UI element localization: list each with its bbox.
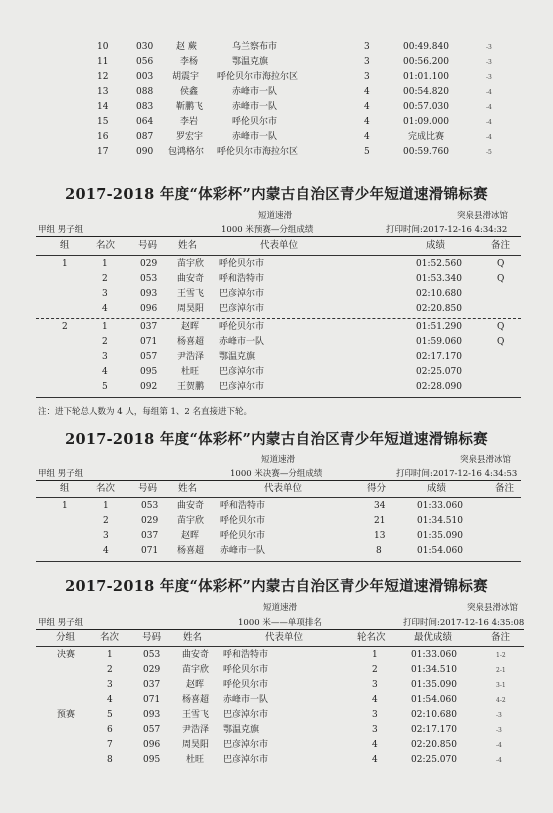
best-cell: 02:25.070: [411, 755, 457, 765]
result-cell: 01:34.510: [417, 516, 463, 526]
unit-cell: 呼伦贝尔市海拉尔区: [217, 72, 299, 82]
heat-rank-cell: 3: [372, 725, 378, 735]
result-cell: 02:17.170: [416, 352, 462, 362]
unit-cell: 呼伦贝尔市海拉尔区: [217, 147, 299, 157]
header-bottom-rule: [36, 255, 521, 256]
number-cell: 071: [143, 695, 161, 705]
rank-cell: 5: [102, 382, 108, 392]
remark-cell: Q: [497, 322, 505, 332]
heat-cell: 4: [364, 132, 370, 142]
col-unit: 代表单位: [265, 632, 304, 643]
time-cell: 00:54.820: [403, 87, 449, 97]
col-rank: 名次: [96, 483, 116, 494]
unit-cell: 巴彦淖尔市: [223, 755, 269, 765]
remark-cell: -3: [496, 727, 502, 734]
table-row: [0, 100, 553, 115]
heat-rank-cell: 4: [372, 695, 378, 705]
col-group: 组: [60, 240, 70, 251]
result-cell: 01:59.060: [416, 337, 462, 347]
time-cell: 00:49.840: [403, 42, 449, 52]
number-cell: 037: [141, 531, 159, 541]
heat-rank-cell: 3: [372, 710, 378, 720]
result-cell: 02:10.680: [416, 289, 462, 299]
venue-name: 突泉县滑冰馆: [457, 211, 509, 221]
unit-cell: 巴彦淖尔市: [219, 304, 265, 314]
name-cell: 杨喜超: [182, 695, 210, 705]
number-cell: 090: [136, 147, 154, 157]
group-cell: 2: [62, 322, 68, 332]
table-row: [0, 335, 553, 350]
number-cell: 057: [143, 725, 161, 735]
name-cell: 赵晖: [181, 531, 200, 541]
unit-cell: 巴彦淖尔市: [219, 382, 265, 392]
note-cell: -4: [486, 134, 492, 141]
number-cell: 037: [140, 322, 158, 332]
venue-name: 突泉县滑冰馆: [460, 455, 512, 465]
unit-cell: 鄂温克旗: [219, 352, 256, 362]
section-title: 2017-2018 年度“体彩杯”内蒙古自治区青少年短道速滑锦标赛: [65, 578, 488, 595]
unit-cell: 呼伦贝尔市: [223, 680, 269, 690]
remark-cell: -4: [496, 757, 502, 764]
table-row: [0, 302, 553, 317]
remark-cell: Q: [497, 274, 505, 284]
unit-cell: 呼伦贝尔市: [232, 117, 278, 127]
result-cell: 02:20.850: [416, 304, 462, 314]
round-subtitle: 1000 米——单项排名: [238, 618, 322, 628]
number-cell: 071: [141, 546, 159, 556]
col-best: 最优成绩: [414, 632, 453, 643]
table-row: [0, 130, 553, 145]
rank-cell: 3: [102, 352, 108, 362]
table-row: [0, 55, 553, 70]
name-cell: 曲安奇: [182, 650, 210, 660]
table-row: [0, 753, 553, 768]
print-time: 打印时间:2017-12-16 4:34:32: [386, 225, 508, 235]
event-name: 短道速滑: [258, 211, 293, 221]
col-unit: 代表单位: [260, 240, 299, 251]
note-cell: -3: [486, 59, 492, 66]
rank-cell: 6: [107, 725, 113, 735]
col-group: 组: [60, 483, 70, 494]
rank-cell: 10: [97, 42, 109, 52]
col-heat-rank: 轮名次: [357, 632, 386, 643]
col-stage: 分组: [56, 632, 76, 643]
name-cell: 尹浩泽: [177, 352, 205, 362]
heat-cell: 5: [364, 147, 370, 157]
unit-cell: 呼伦贝尔市: [220, 516, 266, 526]
table-row: [0, 70, 553, 85]
name-cell: 杨喜超: [177, 546, 205, 556]
result-cell: 02:28.090: [416, 382, 462, 392]
table-row: [0, 544, 553, 559]
unit-cell: 赤峰市一队: [232, 102, 278, 112]
event-name: 短道速滑: [263, 603, 298, 613]
col-rank: 名次: [96, 240, 116, 251]
table-row: [0, 723, 553, 738]
number-cell: 095: [143, 755, 161, 765]
number-cell: 056: [136, 57, 154, 67]
col-name: 姓名: [178, 240, 198, 251]
number-cell: 053: [141, 501, 159, 511]
header-bottom-rule: [36, 497, 521, 498]
rank-cell: 12: [97, 72, 109, 82]
time-cell: 完成比赛: [408, 132, 445, 142]
remark-cell: Q: [497, 259, 505, 269]
number-cell: 096: [143, 740, 161, 750]
group-separator: [36, 318, 521, 319]
remark-cell: 2-1: [496, 667, 506, 674]
table-row: [0, 272, 553, 287]
col-result: 成绩: [427, 483, 447, 494]
note-cell: -5: [486, 149, 492, 156]
number-cell: 064: [136, 117, 154, 127]
heat-rank-cell: 1: [372, 650, 378, 660]
name-cell: 罗宏宇: [176, 132, 204, 142]
name-cell: 李岩: [180, 117, 199, 127]
table-row: [0, 514, 553, 529]
rank-cell: 2: [103, 516, 109, 526]
number-cell: 037: [143, 680, 161, 690]
number-cell: 092: [140, 382, 158, 392]
name-cell: 王贺鹏: [177, 382, 205, 392]
venue-name: 突泉县滑冰馆: [467, 603, 519, 613]
rank-cell: 11: [97, 57, 109, 67]
number-cell: 087: [136, 132, 154, 142]
result-cell: 02:25.070: [416, 367, 462, 377]
group-label: 甲组 男子组: [38, 618, 84, 628]
header-bottom-rule: [36, 646, 524, 647]
name-cell: 周昊阳: [177, 304, 205, 314]
number-cell: 029: [140, 259, 158, 269]
heat-rank-cell: 2: [372, 665, 378, 675]
unit-cell: 呼和浩特市: [223, 650, 269, 660]
rank-cell: 14: [97, 102, 109, 112]
rank-cell: 3: [103, 531, 109, 541]
table-row: [0, 320, 553, 335]
time-cell: 00:57.030: [403, 102, 449, 112]
rank-cell: 16: [97, 132, 109, 142]
unit-cell: 乌兰察布市: [232, 42, 278, 52]
name-cell: 苗宇欣: [182, 665, 210, 675]
stage-cell: 预赛: [57, 710, 76, 720]
table-row: [0, 529, 553, 544]
name-cell: 曲安奇: [177, 501, 205, 511]
round-subtitle: 1000 米决赛—分组成绩: [230, 469, 323, 479]
time-cell: 00:56.200: [403, 57, 449, 67]
table-row: [0, 85, 553, 100]
rank-cell: 15: [97, 117, 109, 127]
unit-cell: 巴彦淖尔市: [223, 710, 269, 720]
unit-cell: 赤峰市一队: [232, 87, 278, 97]
unit-cell: 鄂温克旗: [232, 57, 269, 67]
number-cell: 095: [140, 367, 158, 377]
name-cell: 尹浩泽: [182, 725, 210, 735]
best-cell: 02:17.170: [411, 725, 457, 735]
best-cell: 02:20.850: [411, 740, 457, 750]
note-cell: -4: [486, 104, 492, 111]
name-cell: 赵 蕨: [176, 42, 197, 52]
name-cell: 苗宇欣: [177, 516, 205, 526]
table-row: [0, 145, 553, 160]
col-number: 号码: [142, 632, 162, 643]
name-cell: 侯鑫: [180, 87, 199, 97]
best-cell: 01:54.060: [411, 695, 457, 705]
result-cell: 01:35.090: [417, 531, 463, 541]
stage-cell: 决赛: [57, 650, 76, 660]
heat-cell: 3: [364, 42, 370, 52]
rank-cell: 2: [102, 337, 108, 347]
number-cell: 093: [140, 289, 158, 299]
best-cell: 01:34.510: [411, 665, 457, 675]
section-title: 2017-2018 年度“体彩杯”内蒙古自治区青少年短道速滑锦标赛: [65, 431, 488, 448]
score-cell: 8: [376, 546, 382, 556]
table-row: [0, 287, 553, 302]
rank-cell: 8: [107, 755, 113, 765]
col-unit: 代表单位: [264, 483, 303, 494]
table-row: [0, 257, 553, 272]
time-cell: 01:01.100: [403, 72, 449, 82]
col-number: 号码: [138, 240, 158, 251]
rank-cell: 13: [97, 87, 109, 97]
col-remark: 备注: [491, 632, 511, 643]
heat-rank-cell: 4: [372, 755, 378, 765]
number-cell: 053: [140, 274, 158, 284]
unit-cell: 赤峰市一队: [232, 132, 278, 142]
note-cell: -3: [486, 44, 492, 51]
name-cell: 赵晖: [181, 322, 200, 332]
heat-cell: 3: [364, 72, 370, 82]
name-cell: 杨喜超: [177, 337, 205, 347]
number-cell: 071: [140, 337, 158, 347]
remark-cell: -4: [496, 742, 502, 749]
unit-cell: 呼伦贝尔市: [219, 322, 265, 332]
unit-cell: 呼伦贝尔市: [223, 665, 269, 675]
heat-rank-cell: 4: [372, 740, 378, 750]
best-cell: 01:33.060: [411, 650, 457, 660]
col-remark: 备注: [491, 240, 511, 251]
event-name: 短道速滑: [261, 455, 296, 465]
unit-cell: 呼和浩特市: [219, 274, 265, 284]
name-cell: 周昊阳: [182, 740, 210, 750]
col-score: 得分: [367, 483, 387, 494]
unit-cell: 赤峰市一队: [223, 695, 269, 705]
heat-rank-cell: 3: [372, 680, 378, 690]
name-cell: 曲安奇: [177, 274, 205, 284]
remark-cell: -3: [496, 712, 502, 719]
heat-cell: 3: [364, 57, 370, 67]
rank-cell: 7: [107, 740, 113, 750]
table-row: [0, 350, 553, 365]
group-label: 甲组 男子组: [38, 469, 84, 479]
name-cell: 赵晖: [186, 680, 205, 690]
unit-cell: 呼伦贝尔市: [220, 531, 266, 541]
unit-cell: 呼和浩特市: [220, 501, 266, 511]
note-cell: -4: [486, 119, 492, 126]
heat-cell: 4: [364, 117, 370, 127]
round-subtitle: 1000 米预赛—分组成绩: [221, 225, 314, 235]
col-name: 姓名: [178, 483, 198, 494]
rank-cell: 2: [102, 274, 108, 284]
table-row: [0, 380, 553, 395]
unit-cell: 呼伦贝尔市: [219, 259, 265, 269]
remark-cell: 4-2: [496, 697, 506, 704]
table-row: [0, 708, 553, 723]
rank-cell: 1: [103, 501, 109, 511]
rank-cell: 4: [107, 695, 113, 705]
group-cell: 1: [62, 259, 68, 269]
group-label: 甲组 男子组: [38, 225, 84, 235]
unit-cell: 巴彦淖尔市: [219, 289, 265, 299]
section-title: 2017-2018 年度“体彩杯”内蒙古自治区青少年短道速滑锦标赛: [65, 186, 488, 203]
table-row: [0, 738, 553, 753]
rank-cell: 1: [102, 322, 108, 332]
table-row: [0, 499, 553, 514]
best-cell: 02:10.680: [411, 710, 457, 720]
heat-cell: 4: [364, 87, 370, 97]
table-row: [0, 115, 553, 130]
number-cell: 088: [136, 87, 154, 97]
rank-cell: 5: [107, 710, 113, 720]
number-cell: 003: [136, 72, 154, 82]
time-cell: 00:59.760: [403, 147, 449, 157]
note-cell: -4: [486, 89, 492, 96]
table-bottom-rule: [36, 397, 521, 398]
col-number: 号码: [138, 483, 158, 494]
name-cell: 靳鹏飞: [176, 102, 204, 112]
rank-cell: 1: [102, 259, 108, 269]
name-cell: 杜旺: [181, 367, 200, 377]
number-cell: 093: [143, 710, 161, 720]
print-time: 打印时间:2017-12-16 4:34:53: [396, 469, 518, 479]
name-cell: 苗宇欣: [177, 259, 205, 269]
number-cell: 029: [143, 665, 161, 675]
remark-cell: Q: [497, 337, 505, 347]
name-cell: 李杨: [180, 57, 199, 67]
table-row: [0, 365, 553, 380]
table-header: [0, 481, 553, 496]
table-row: [0, 40, 553, 55]
score-cell: 13: [374, 531, 386, 541]
unit-cell: 巴彦淖尔市: [219, 367, 265, 377]
number-cell: 030: [136, 42, 154, 52]
table-row: [0, 693, 553, 708]
heat-cell: 4: [364, 102, 370, 112]
remark-cell: 3-1: [496, 682, 506, 689]
result-cell: 01:33.060: [417, 501, 463, 511]
col-rank: 名次: [100, 632, 120, 643]
note-cell: -3: [486, 74, 492, 81]
unit-cell: 赤峰市一队: [219, 337, 265, 347]
name-cell: 包鸿格尔: [168, 147, 205, 157]
number-cell: 083: [136, 102, 154, 112]
rank-cell: 2: [107, 665, 113, 675]
rank-cell: 1: [107, 650, 113, 660]
number-cell: 029: [141, 516, 159, 526]
result-cell: 01:53.340: [416, 274, 462, 284]
score-cell: 34: [374, 501, 386, 511]
remark-cell: 1-2: [496, 652, 506, 659]
group-cell: 1: [62, 501, 68, 511]
number-cell: 096: [140, 304, 158, 314]
number-cell: 057: [140, 352, 158, 362]
rank-cell: 4: [103, 546, 109, 556]
print-time: 打印时间:2017-12-16 4:35:08: [403, 618, 525, 628]
rank-cell: 4: [102, 304, 108, 314]
col-name: 姓名: [183, 632, 203, 643]
table-row: [0, 663, 553, 678]
unit-cell: 鄂温克旗: [223, 725, 260, 735]
table-row: [0, 648, 553, 663]
rank-cell: 3: [102, 289, 108, 299]
name-cell: 王雪飞: [182, 710, 210, 720]
col-remark: 备注: [495, 483, 515, 494]
unit-cell: 巴彦淖尔市: [223, 740, 269, 750]
footnote: 注：进下轮总人数为 4 人，每组第 1、2 名直接进下轮。: [38, 407, 253, 417]
table-header: [0, 238, 553, 253]
table-bottom-rule: [36, 561, 521, 562]
header-top-rule: [36, 236, 521, 237]
result-cell: 01:51.290: [416, 322, 462, 332]
number-cell: 053: [143, 650, 161, 660]
result-cell: 01:54.060: [417, 546, 463, 556]
best-cell: 01:35.090: [411, 680, 457, 690]
table-row: [0, 678, 553, 693]
rank-cell: 17: [97, 147, 109, 157]
col-result: 成绩: [426, 240, 446, 251]
result-cell: 01:52.560: [416, 259, 462, 269]
rank-cell: 4: [102, 367, 108, 377]
name-cell: 王雪飞: [177, 289, 205, 299]
table-header: [0, 630, 553, 645]
score-cell: 21: [374, 516, 386, 526]
time-cell: 01:09.000: [403, 117, 449, 127]
name-cell: 胡震宇: [172, 72, 200, 82]
name-cell: 杜旺: [186, 755, 205, 765]
rank-cell: 3: [107, 680, 113, 690]
unit-cell: 赤峰市一队: [220, 546, 266, 556]
